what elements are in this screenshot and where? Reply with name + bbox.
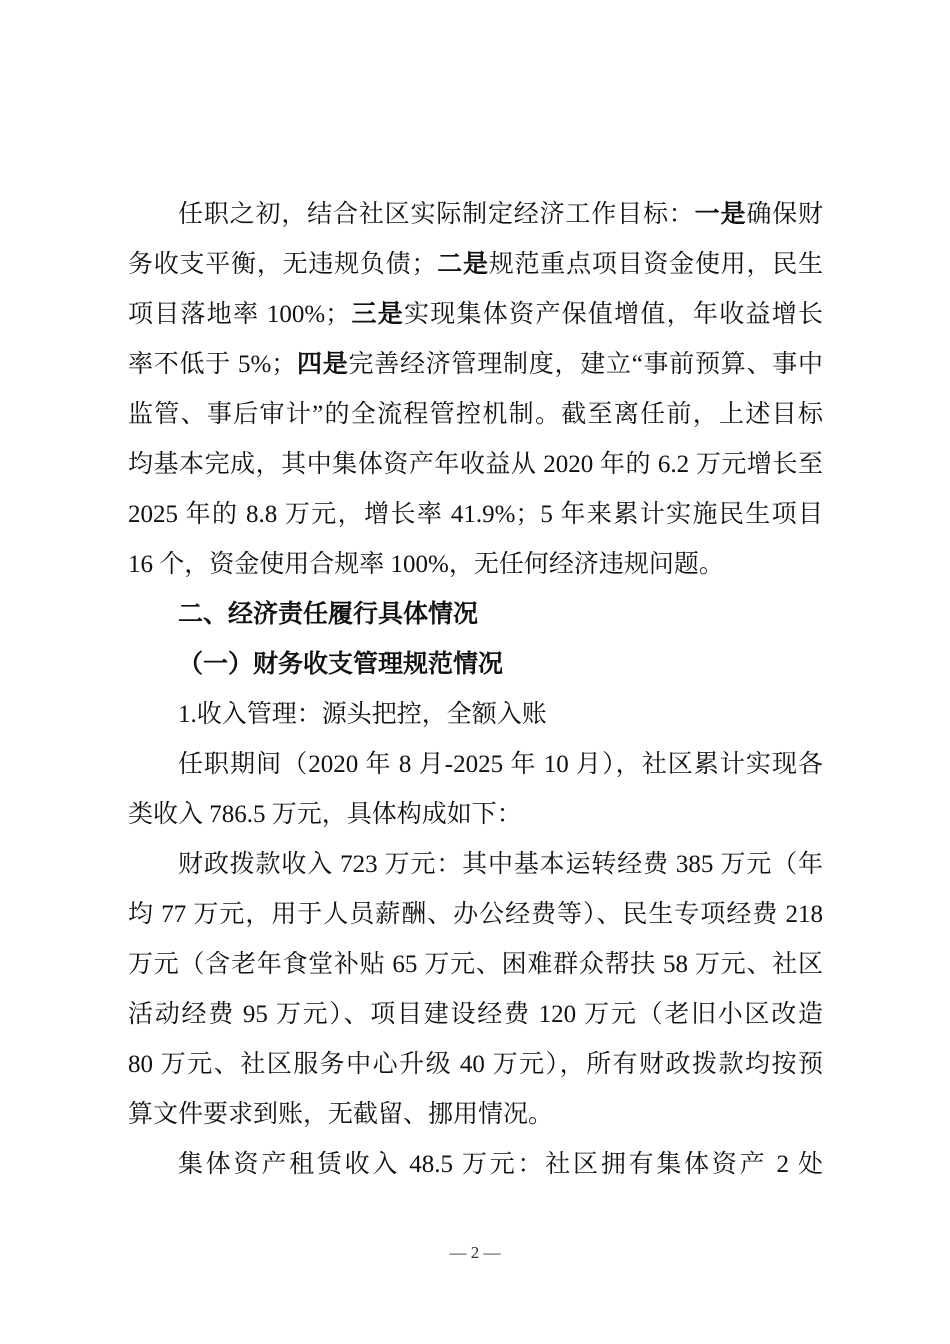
text-line <box>128 990 823 1040</box>
text-line <box>128 1040 823 1090</box>
text-segment: 规范重点项目资金使用，民生 <box>488 251 823 278</box>
section-heading <box>128 590 823 640</box>
text-segment: 二、经济责任履行具体情况 <box>178 601 479 628</box>
text-line <box>128 840 823 890</box>
text-segment: 任职期间（2020 年 8 月-2025 年 10 月），社区累计实现各 <box>178 751 823 778</box>
paragraph <box>128 1140 823 1190</box>
bold-keyword: 三是 <box>350 301 404 328</box>
text-line <box>128 890 823 940</box>
text-segment: 监管、事后审计”的全流程管控机制。截至离任前，上述目标 <box>128 401 823 428</box>
text-line <box>128 490 823 540</box>
text-segment: 万元（含老年食堂补贴 65 万元、困难群众帮扶 58 万元、社区 <box>128 951 823 978</box>
text-segment: 80 万元、社区服务中心升级 40 万元），所有财政拨款均按预 <box>128 1051 823 1078</box>
text-segment: 财政拨款收入 723 万元：其中基本运转经费 385 万元（年 <box>178 851 823 878</box>
text-segment: 1.收入管理：源头把控，全额入账 <box>178 701 547 728</box>
text-line <box>128 940 823 990</box>
subsection-heading <box>128 640 823 690</box>
paragraph <box>128 190 823 590</box>
text-line <box>128 640 823 690</box>
text-line <box>128 540 823 590</box>
text-line <box>128 1090 823 1140</box>
paragraph <box>128 840 823 1140</box>
text-line <box>128 740 823 790</box>
text-line <box>128 240 823 290</box>
text-segment: （一）财务收支管理规范情况 <box>178 651 504 678</box>
text-segment: 任职之初，结合社区实际制定经济工作目标： <box>178 201 695 228</box>
text-line <box>128 190 823 240</box>
text-segment: 算文件要求到账，无截留、挪用情况。 <box>128 1101 554 1128</box>
text-segment: 务收支平衡，无违规负债； <box>128 251 437 278</box>
text-segment: 活动经费 95 万元）、项目建设经费 120 万元（老旧小区改造 <box>128 1001 823 1028</box>
text-segment: 集体资产租赁收入 48.5 万元：社区拥有集体资产 2 处 <box>178 1151 823 1178</box>
text-segment: 2025 年的 8.8 万元，增长率 41.9%；5 年来累计实施民生项目 <box>128 501 823 528</box>
text-segment: 均 77 万元，用于人员薪酬、办公经费等）、民生专项经费 218 <box>128 901 823 928</box>
text-line <box>128 390 823 440</box>
text-segment: 率不低于 5%； <box>128 351 297 378</box>
text-line <box>128 1140 823 1190</box>
text-line <box>128 290 823 340</box>
text-segment: 类收入 786.5 万元，具体构成如下： <box>128 801 522 828</box>
document-body <box>128 190 823 1190</box>
text-segment: 项目落地率 100%； <box>128 301 351 328</box>
text-line <box>128 690 823 740</box>
paragraph <box>128 690 823 740</box>
text-segment: 确保财 <box>746 201 823 228</box>
page-number: — 2 — <box>449 1243 501 1262</box>
text-segment: 实现集体资产保值增值，年收益增长 <box>404 301 823 328</box>
text-line <box>128 340 823 390</box>
text-line <box>128 590 823 640</box>
paragraph <box>128 740 823 840</box>
text-segment: 完善经济管理制度，建立“事前预算、事中 <box>348 351 823 378</box>
bold-keyword: 四是 <box>296 351 349 378</box>
bold-keyword: 二是 <box>436 251 489 278</box>
text-segment: 16 个，资金使用合规率 100%，无任何经济违规问题。 <box>128 551 724 578</box>
bold-keyword: 一是 <box>694 201 747 228</box>
text-segment: 均基本完成，其中集体资产年收益从 2020 年的 6.2 万元增长至 <box>128 451 823 478</box>
text-line <box>128 440 823 490</box>
text-line <box>128 790 823 840</box>
